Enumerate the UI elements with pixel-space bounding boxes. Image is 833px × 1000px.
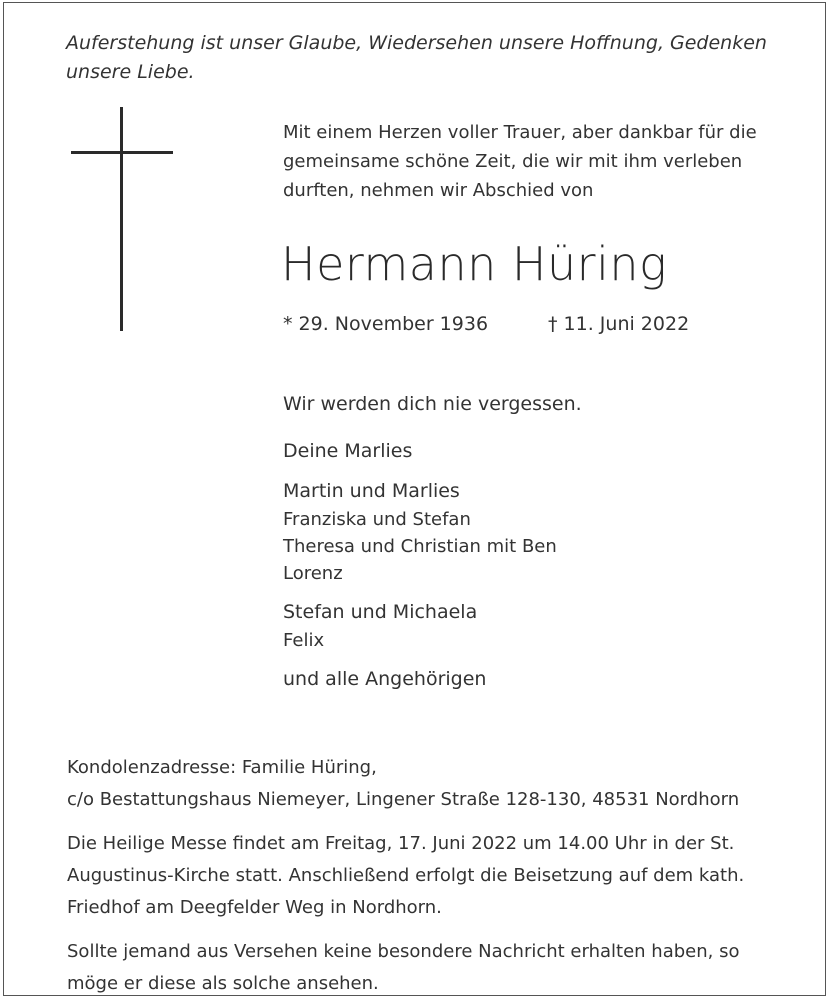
motto-text: Auferstehung ist unser Glaube, Wiedersehen unsere Hoffnung, Gedenken unsere Liebe. <box>66 32 767 83</box>
cross-icon-horizontal-bar <box>71 151 173 154</box>
mourner-secondary: Franziska und Stefan <box>283 509 471 530</box>
birth-date: * 29. November 1936 <box>283 313 489 335</box>
mourner-secondary: Theresa und Christian mit Ben <box>283 536 557 557</box>
mourner-primary: und alle Angehörigen <box>283 668 487 690</box>
farewell-text: Wir werden dich nie vergessen. <box>283 393 582 415</box>
condolence-line-2: c/o Bestattungshaus Niemeyer, Lingener Straße 128-130, 48531 Nordhorn <box>67 789 740 810</box>
intro-text: Mit einem Herzen voller Trauer, aber dankbar für die gemeinsame schöne Zeit, die wir mit ihm verleben durften, nehmen wir Abschied von <box>283 122 757 201</box>
mourner-primary: Stefan und Michaela <box>283 601 478 623</box>
mourner-group <box>283 477 557 587</box>
mourner-primary: Martin und Marlies <box>283 480 460 502</box>
mourner-group <box>283 598 557 654</box>
cross-icon-vertical-bar <box>120 107 123 331</box>
death-date: † 11. Juni 2022 <box>548 313 690 335</box>
mourner-secondary: Lorenz <box>283 563 343 584</box>
mourners-list <box>283 437 557 705</box>
deceased-name: Hermann Hüring <box>281 237 668 291</box>
mourner-group <box>283 437 557 466</box>
mourner-group <box>283 665 557 694</box>
footer-info <box>67 752 787 1000</box>
mourner-primary: Deine Marlies <box>283 440 413 462</box>
notice-text: Sollte jemand aus Versehen keine besondere Nachricht erhalten haben, so möge er diese als solche ansehen. <box>67 941 740 994</box>
life-dates <box>283 311 690 337</box>
mass-info: Die Heilige Messe findet am Freitag, 17. Juni 2022 um 14.00 Uhr in der St. Augustinus-Kirche statt. Anschließend erfolgt die Beisetzung auf dem kath. Friedhof am Deegfelder Weg in Nordhorn. <box>67 833 745 918</box>
condolence-line-1: Kondolenzadresse: Familie Hüring, <box>67 757 377 778</box>
mourner-secondary: Felix <box>283 630 325 651</box>
